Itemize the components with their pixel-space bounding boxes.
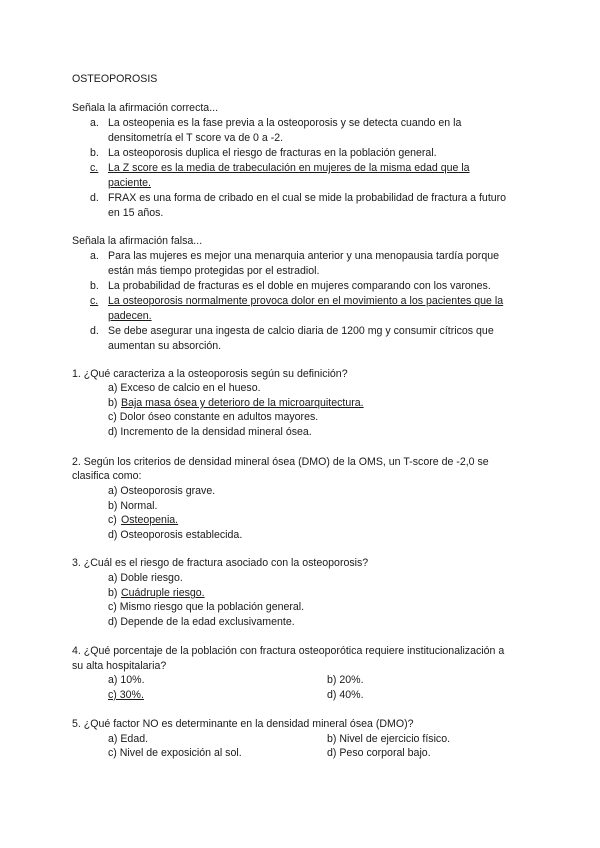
q1-option-b-answer: Baja masa ósea y deterioro de la microarquitectura.: [121, 397, 364, 409]
section2-option-c-letter: c.: [90, 295, 99, 307]
section1-option-b: La osteoporosis duplica el riesgo de fracturas en la población general.: [108, 147, 437, 159]
q4-option-d: d) 40%.: [327, 689, 364, 701]
section1-option-a-letter: a.: [90, 117, 99, 129]
q3-option-b-label: b): [108, 587, 118, 599]
section1-option-d-cont: en 15 años.: [108, 207, 164, 219]
section1-prompt: Señala la afirmación correcta...: [72, 102, 219, 114]
q5-option-d: d) Peso corporal bajo.: [327, 747, 431, 759]
q2-question: 2. Según los criterios de densidad mineral ósea (DMO) de la OMS, un T-score de -2,0 se: [72, 456, 489, 468]
q4-question-cont: su alta hospitalaria?: [72, 660, 167, 672]
q2-question-cont: clasifica como:: [72, 470, 142, 482]
section1-option-a: La osteopenia es la fase previa a la osteoporosis y se detecta cuando en la: [108, 117, 462, 129]
section2-option-a-letter: a.: [90, 250, 99, 262]
q2-option-b: b) Normal.: [108, 500, 158, 512]
section2-option-d: Se debe asegurar una ingesta de calcio diaria de 1200 mg y consumir cítricos que: [108, 325, 494, 337]
q1-option-a: a) Exceso de calcio en el hueso.: [108, 382, 261, 394]
q2-option-c-label: c): [108, 514, 117, 526]
section2-option-a: Para las mujeres es mejor una menarquia anterior y una menopausia tardía porque: [108, 250, 500, 262]
section1-option-b-letter: b.: [90, 147, 99, 159]
q4-question: 4. ¿Qué porcentaje de la población con fractura osteoporótica requiere institucionalización a: [72, 645, 505, 657]
q3-question: 3. ¿Cuál es el riesgo de fractura asociado con la osteoporosis?: [72, 557, 369, 569]
q1-option-b-label: b): [108, 397, 118, 409]
q2-option-d: d) Osteoporosis establecida.: [108, 529, 243, 541]
q3-option-c: c) Mismo riesgo que la población general.: [108, 601, 305, 613]
section2-option-a-cont: están más tiempo protegidas por el estradiol.: [108, 265, 320, 277]
q5-option-b: b) Nivel de ejercicio físico.: [327, 733, 451, 745]
q1-question: 1. ¿Qué caracteriza a la osteoporosis según su definición?: [72, 368, 348, 380]
q5-question: 5. ¿Qué factor NO es determinante en la densidad mineral ósea (DMO)?: [72, 718, 414, 730]
document-title: OSTEOPOROSIS: [72, 73, 158, 85]
q3-option-d: d) Depende de la edad exclusivamente.: [108, 616, 295, 628]
section2-option-c: La osteoporosis normalmente provoca dolor en el movimiento a los pacientes que la: [108, 295, 504, 307]
q3-option-b-answer: Cuádruple riesgo.: [121, 587, 205, 599]
section1-option-c: La Z score es la media de trabeculación en mujeres de la misma edad que la: [108, 162, 470, 174]
q5-option-a: a) Edad.: [108, 733, 149, 745]
section2-option-c-cont: padecen.: [108, 310, 152, 322]
q2-option-a: a) Osteoporosis grave.: [108, 485, 216, 497]
section2-option-d-cont: aumentan su absorción.: [108, 340, 222, 352]
q1-option-c: c) Dolor óseo constante en adultos mayores.: [108, 411, 319, 423]
section2-option-d-letter: d.: [90, 325, 99, 337]
q3-option-a: a) Doble riesgo.: [108, 572, 183, 584]
q4-option-b: b) 20%.: [327, 674, 364, 686]
q4-option-c: c) 30%.: [108, 689, 144, 701]
section1-option-a-cont: densitometría el T score va de 0 a -2.: [108, 132, 284, 144]
q2-option-c-answer: Osteopenia.: [121, 514, 179, 526]
q4-option-a: a) 10%.: [108, 674, 145, 686]
section1-option-c-cont: paciente.: [108, 177, 151, 189]
q5-option-c: c) Nivel de exposición al sol.: [108, 747, 242, 759]
section2-option-b: La probabilidad de fracturas es el doble en mujeres comparando con los varones.: [108, 280, 491, 292]
q1-option-d: d) Incremento de la densidad mineral ósea.: [108, 426, 312, 438]
section1-option-d-letter: d.: [90, 192, 99, 204]
section1-option-c-letter: c.: [90, 162, 99, 174]
section2-option-b-letter: b.: [90, 280, 99, 292]
section2-prompt: Señala la afirmación falsa...: [72, 235, 203, 247]
section1-option-d: FRAX es una forma de cribado en el cual se mide la probabilidad de fractura a futuro: [108, 192, 507, 204]
